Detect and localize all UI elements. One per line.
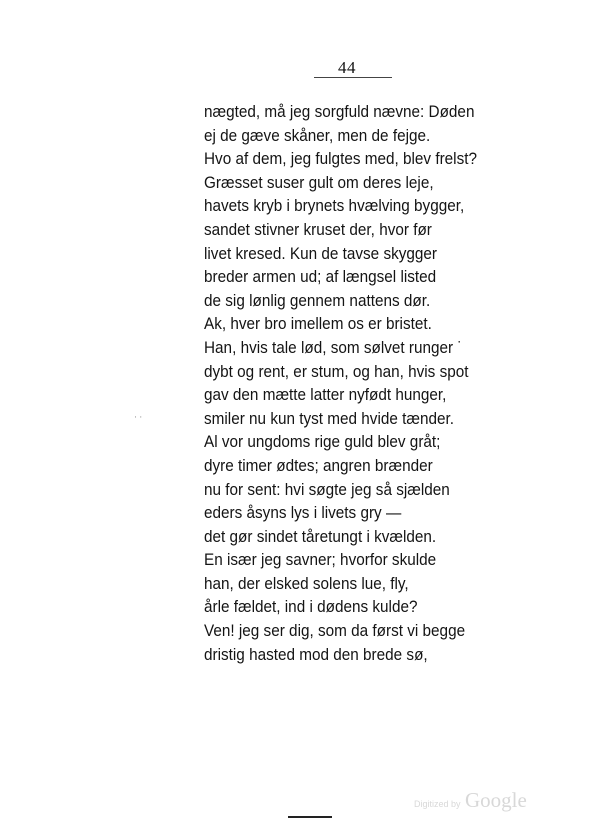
poem-line: årle fældet, ind i dødens kulde? xyxy=(204,597,418,617)
poem-line: det gør sindet tåretungt i kvælden. xyxy=(204,526,437,546)
watermark-brand: Google xyxy=(464,788,527,812)
poem-line: Ak, hver bro imellem os er bristet. xyxy=(204,314,432,334)
header-rule xyxy=(314,77,392,78)
poem-line: dybt og rent, er stum, og han, hvis spot xyxy=(204,361,469,381)
poem-line: sandet stivner kruset der, hvor før xyxy=(204,219,432,239)
poem-line: Græsset suser gult om deres leje, xyxy=(204,172,434,192)
poem-text xyxy=(204,100,477,666)
digitized-watermark xyxy=(414,788,527,813)
poem-line: livet kresed. Kun de tavse skygger xyxy=(204,243,438,263)
poem-line: dyre timer ødtes; angren brænder xyxy=(204,455,433,475)
poem-line: Ven! jeg ser dig, som da først vi begge xyxy=(204,621,466,641)
poem-line: Han, hvis tale lød, som sølvet runger ˙ xyxy=(204,337,463,357)
poem-line: de sig lønlig gennem nattens dør. xyxy=(204,290,431,310)
poem-line: Al vor ungdoms rige guld blev gråt; xyxy=(204,432,441,452)
poem-line: nægted, må jeg sorgfuld nævne: Døden xyxy=(204,102,475,121)
poem-line: ej de gæve skåner, men de fejge. xyxy=(204,125,431,145)
watermark-prefix: Digitized by xyxy=(414,799,461,809)
poem-line: Hvo af dem, jeg fulgtes med, blev frelst? xyxy=(204,149,477,169)
poem-line: gav den mætte latter nyfødt hunger, xyxy=(204,385,447,405)
poem-line: nu for sent: hvi søgte jeg så sjælden xyxy=(204,479,450,499)
page-number: 44 xyxy=(338,58,356,77)
poem-line: havets kryb i brynets hvælving bygger, xyxy=(204,196,465,216)
poem-line: eders åsyns lys i livets gry — xyxy=(204,503,402,523)
poem-line: dristig hasted mod den brede sø, xyxy=(204,644,428,664)
margin-dots: · · xyxy=(134,412,143,422)
poem-line: En især jeg savner; hvorfor skulde xyxy=(204,550,437,570)
poem-line: smiler nu kun tyst med hvide tænder. xyxy=(204,408,455,428)
poem-line: breder armen ud; af længsel listed xyxy=(204,267,437,287)
poem-line: han, der elsked solens lue, fly, xyxy=(204,573,409,593)
footer-rule xyxy=(288,816,332,818)
